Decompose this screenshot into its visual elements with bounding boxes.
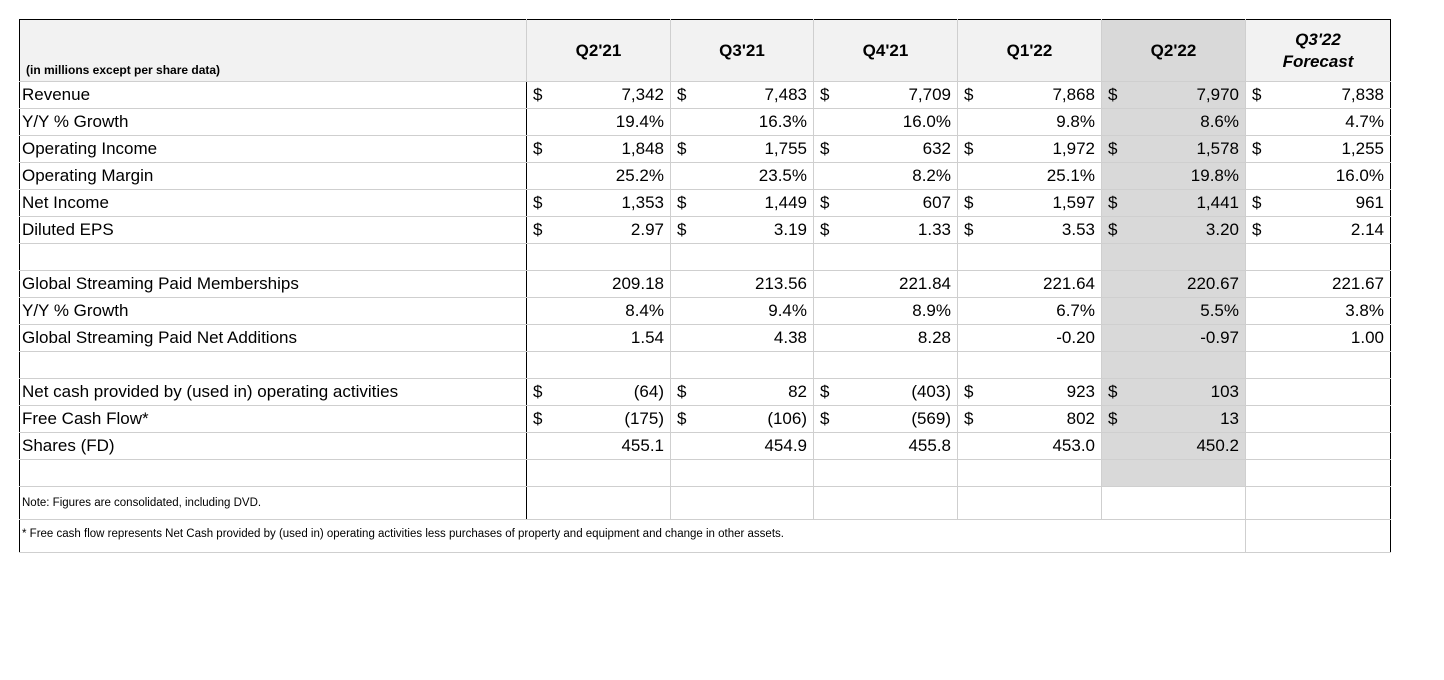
value-cell [814, 298, 958, 325]
value-cell [1246, 379, 1391, 406]
empty-cell [1246, 487, 1391, 520]
currency-symbol: $ [820, 139, 830, 158]
currency-symbol: $ [677, 409, 687, 428]
cell-value: 632 [922, 139, 951, 158]
table-row [20, 109, 1391, 136]
cell-value: 2.97 [630, 220, 664, 239]
currency-symbol: $ [964, 220, 974, 239]
cell-value: 450.2 [1196, 436, 1239, 455]
row-label: Revenue [20, 82, 527, 109]
value-cell [671, 109, 814, 136]
table-row [20, 433, 1391, 460]
currency-symbol: $ [1252, 220, 1262, 239]
value-cell [527, 82, 671, 109]
currency-symbol: $ [1252, 193, 1262, 212]
footnote-cell [20, 520, 1246, 553]
value-cell [958, 163, 1102, 190]
value-cell [527, 433, 671, 460]
cell-value: -0.97 [1200, 328, 1239, 347]
cell-value: 1,449 [764, 193, 807, 212]
value-cell [1102, 379, 1246, 406]
note-row [20, 487, 1391, 520]
currency-symbol: $ [1252, 139, 1262, 158]
currency-symbol: $ [820, 193, 830, 212]
value-cell [1246, 460, 1391, 487]
currency-symbol: $ [964, 139, 974, 158]
cell-value: 25.2% [615, 166, 664, 185]
cell-value: 103 [1210, 382, 1239, 401]
currency-symbol: $ [533, 382, 543, 401]
currency-symbol: $ [1108, 193, 1118, 212]
column-header: Q1'22 [958, 20, 1102, 82]
cell-value: 7,342 [621, 85, 664, 104]
value-cell [671, 325, 814, 352]
cell-value: 7,709 [908, 85, 951, 104]
cell-value: 221.67 [1332, 274, 1384, 293]
table-row [20, 298, 1391, 325]
table-body [20, 82, 1391, 553]
value-cell [1246, 109, 1391, 136]
row-label: Net cash provided by (used in) operating activities [20, 379, 527, 406]
empty-cell [527, 487, 671, 520]
value-cell [958, 136, 1102, 163]
value-cell [671, 379, 814, 406]
cell-value: 454.9 [764, 436, 807, 455]
cell-value: 9.8% [1056, 112, 1095, 131]
column-header: Q3'21 [671, 20, 814, 82]
currency-symbol: $ [533, 220, 543, 239]
cell-value: 8.9% [912, 301, 951, 320]
value-cell [958, 244, 1102, 271]
value-cell [958, 298, 1102, 325]
value-cell [814, 352, 958, 379]
cell-value: 23.5% [758, 166, 807, 185]
value-cell [1102, 298, 1246, 325]
value-cell [814, 217, 958, 244]
value-cell [958, 460, 1102, 487]
value-cell [1246, 433, 1391, 460]
currency-symbol: $ [1108, 382, 1118, 401]
units-caption: (in millions except per share data) [20, 20, 527, 82]
value-cell [671, 163, 814, 190]
cell-value: 1,353 [621, 193, 664, 212]
cell-value: (106) [767, 409, 807, 428]
cell-value: (64) [633, 382, 664, 401]
cell-value: 3.8% [1345, 301, 1384, 320]
value-cell [1246, 244, 1391, 271]
cell-value: 16.3% [758, 112, 807, 131]
cell-value: 802 [1066, 409, 1095, 428]
value-cell [1102, 82, 1246, 109]
cell-value: (175) [624, 409, 664, 428]
currency-symbol: $ [964, 193, 974, 212]
cell-value: 220.67 [1187, 274, 1239, 293]
cell-value: 8.4% [625, 301, 664, 320]
currency-symbol: $ [1108, 85, 1118, 104]
value-cell [1102, 109, 1246, 136]
row-label: Net Income [20, 190, 527, 217]
value-cell [527, 406, 671, 433]
row-label: Y/Y % Growth [20, 298, 527, 325]
table-row [20, 82, 1391, 109]
value-cell [527, 271, 671, 298]
value-cell [814, 190, 958, 217]
value-cell [1246, 271, 1391, 298]
value-cell [814, 271, 958, 298]
currency-symbol: $ [677, 85, 687, 104]
value-cell [958, 109, 1102, 136]
value-cell [958, 406, 1102, 433]
value-cell [527, 136, 671, 163]
row-label: Global Streaming Paid Net Additions [20, 325, 527, 352]
cell-value: 1,597 [1052, 193, 1095, 212]
cell-value: 1.33 [917, 220, 951, 239]
currency-symbol: $ [533, 409, 543, 428]
value-cell [958, 271, 1102, 298]
value-cell [527, 190, 671, 217]
cell-value: 221.84 [899, 274, 951, 293]
row-label: Global Streaming Paid Memberships [20, 271, 527, 298]
cell-value: -0.20 [1056, 328, 1095, 347]
value-cell [1246, 163, 1391, 190]
value-cell [958, 325, 1102, 352]
cell-value: 455.8 [908, 436, 951, 455]
value-cell [958, 352, 1102, 379]
value-cell [671, 271, 814, 298]
cell-value: 8.2% [912, 166, 951, 185]
currency-symbol: $ [533, 85, 543, 104]
value-cell [671, 433, 814, 460]
table-row [20, 379, 1391, 406]
currency-symbol: $ [964, 382, 974, 401]
currency-symbol: $ [820, 85, 830, 104]
value-cell [527, 244, 671, 271]
currency-symbol: $ [1252, 85, 1262, 104]
table-row [20, 406, 1391, 433]
cell-value: 7,970 [1196, 85, 1239, 104]
forecast-label: Forecast [1282, 51, 1354, 71]
value-cell [671, 217, 814, 244]
forecast-quarter: Q3'22 [1295, 29, 1341, 49]
cell-value: 3.20 [1205, 220, 1239, 239]
row-label [20, 244, 527, 271]
value-cell [814, 82, 958, 109]
value-cell [527, 217, 671, 244]
value-cell [527, 109, 671, 136]
table-row [20, 163, 1391, 190]
currency-symbol: $ [1108, 139, 1118, 158]
cell-value: 1,578 [1196, 139, 1239, 158]
value-cell [958, 217, 1102, 244]
empty-cell [814, 487, 958, 520]
row-label: Operating Income [20, 136, 527, 163]
cell-value: 7,483 [764, 85, 807, 104]
value-cell [1102, 190, 1246, 217]
cell-value: 5.5% [1200, 301, 1239, 320]
value-cell [1246, 190, 1391, 217]
cell-value: 2.14 [1350, 220, 1384, 239]
value-cell [671, 460, 814, 487]
value-cell [1246, 217, 1391, 244]
currency-symbol: $ [1108, 220, 1118, 239]
value-cell [527, 325, 671, 352]
value-cell [527, 163, 671, 190]
empty-cell [671, 487, 814, 520]
value-cell [527, 298, 671, 325]
value-cell [814, 433, 958, 460]
value-cell [958, 190, 1102, 217]
currency-symbol: $ [677, 193, 687, 212]
currency-symbol: $ [677, 139, 687, 158]
currency-symbol: $ [677, 220, 687, 239]
cell-value: (569) [911, 409, 951, 428]
column-header: Q2'21 [527, 20, 671, 82]
value-cell [671, 298, 814, 325]
cell-value: 961 [1355, 193, 1384, 212]
financial-summary-table [19, 19, 1391, 553]
cell-value: 82 [788, 382, 807, 401]
footnote-text: * Free cash flow represents Net Cash provided by (used in) operating activities less purchases of property and equipment and change in other assets. [22, 528, 784, 540]
currency-symbol: $ [1108, 409, 1118, 428]
currency-symbol: $ [533, 193, 543, 212]
row-label [20, 352, 527, 379]
cell-value: 3.19 [773, 220, 807, 239]
empty-cell [1246, 520, 1391, 553]
cell-value: 4.7% [1345, 112, 1384, 131]
cell-value: 213.56 [755, 274, 807, 293]
cell-value: 221.64 [1043, 274, 1095, 293]
value-cell [671, 136, 814, 163]
value-cell [1246, 136, 1391, 163]
row-label: Diluted EPS [20, 217, 527, 244]
cell-value: 1.00 [1350, 328, 1384, 347]
cell-value: 4.38 [773, 328, 807, 347]
value-cell [958, 82, 1102, 109]
value-cell [1246, 325, 1391, 352]
value-cell [958, 433, 1102, 460]
cell-value: 19.8% [1190, 166, 1239, 185]
forecast-column-header [1246, 20, 1391, 82]
value-cell [1102, 460, 1246, 487]
value-cell [671, 406, 814, 433]
currency-symbol: $ [820, 220, 830, 239]
currency-symbol: $ [677, 382, 687, 401]
value-cell [814, 460, 958, 487]
cell-value: 16.0% [902, 112, 951, 131]
value-cell [1102, 433, 1246, 460]
cell-value: 453.0 [1052, 436, 1095, 455]
table-header-row [20, 20, 1391, 82]
cell-value: 209.18 [612, 274, 664, 293]
table-row [20, 244, 1391, 271]
row-label: Y/Y % Growth [20, 109, 527, 136]
cell-value: 923 [1066, 382, 1095, 401]
value-cell [527, 460, 671, 487]
value-cell [1102, 217, 1246, 244]
row-label: Operating Margin [20, 163, 527, 190]
value-cell [1102, 325, 1246, 352]
value-cell [1102, 406, 1246, 433]
cell-value: 1.54 [630, 328, 664, 347]
value-cell [814, 109, 958, 136]
row-label: Free Cash Flow* [20, 406, 527, 433]
value-cell [1102, 163, 1246, 190]
row-label: Shares (FD) [20, 433, 527, 460]
cell-value: 7,868 [1052, 85, 1095, 104]
row-label [20, 460, 527, 487]
cell-value: 455.1 [621, 436, 664, 455]
cell-value: 1,441 [1196, 193, 1239, 212]
table-row [20, 190, 1391, 217]
value-cell [1246, 352, 1391, 379]
table-row [20, 460, 1391, 487]
cell-value: 9.4% [768, 301, 807, 320]
value-cell [671, 190, 814, 217]
cell-value: 1,848 [621, 139, 664, 158]
table-row [20, 352, 1391, 379]
currency-symbol: $ [820, 409, 830, 428]
value-cell [814, 379, 958, 406]
currency-symbol: $ [964, 85, 974, 104]
value-cell [527, 379, 671, 406]
value-cell [1246, 82, 1391, 109]
column-header: Q4'21 [814, 20, 958, 82]
cell-value: 7,838 [1341, 85, 1384, 104]
empty-cell [958, 487, 1102, 520]
value-cell [814, 325, 958, 352]
table-row [20, 217, 1391, 244]
value-cell [1246, 406, 1391, 433]
value-cell [814, 163, 958, 190]
value-cell [671, 82, 814, 109]
currency-symbol: $ [533, 139, 543, 158]
value-cell [1102, 244, 1246, 271]
value-cell [814, 244, 958, 271]
column-header-highlighted: Q2'22 [1102, 20, 1246, 82]
cell-value: (403) [911, 382, 951, 401]
cell-value: 16.0% [1335, 166, 1384, 185]
value-cell [1246, 298, 1391, 325]
cell-value: 8.6% [1200, 112, 1239, 131]
cell-value: 25.1% [1046, 166, 1095, 185]
table-row [20, 325, 1391, 352]
value-cell [814, 136, 958, 163]
cell-value: 6.7% [1056, 301, 1095, 320]
cell-value: 607 [922, 193, 951, 212]
cell-value: 1,755 [764, 139, 807, 158]
cell-value: 8.28 [917, 328, 951, 347]
value-cell [1102, 136, 1246, 163]
value-cell [1102, 271, 1246, 298]
cell-value: 19.4% [615, 112, 664, 131]
note-text: Note: Figures are consolidated, including DVD. [20, 487, 527, 520]
table-row [20, 136, 1391, 163]
value-cell [1102, 352, 1246, 379]
value-cell [814, 406, 958, 433]
currency-symbol: $ [820, 382, 830, 401]
cell-value: 1,255 [1341, 139, 1384, 158]
value-cell [671, 352, 814, 379]
value-cell [527, 352, 671, 379]
cell-value: 13 [1220, 409, 1239, 428]
cell-value: 1,972 [1052, 139, 1095, 158]
value-cell [958, 379, 1102, 406]
value-cell [671, 244, 814, 271]
cell-value: 3.53 [1061, 220, 1095, 239]
table-row [20, 271, 1391, 298]
currency-symbol: $ [964, 409, 974, 428]
empty-cell [1102, 487, 1246, 520]
footnote-row [20, 520, 1391, 553]
